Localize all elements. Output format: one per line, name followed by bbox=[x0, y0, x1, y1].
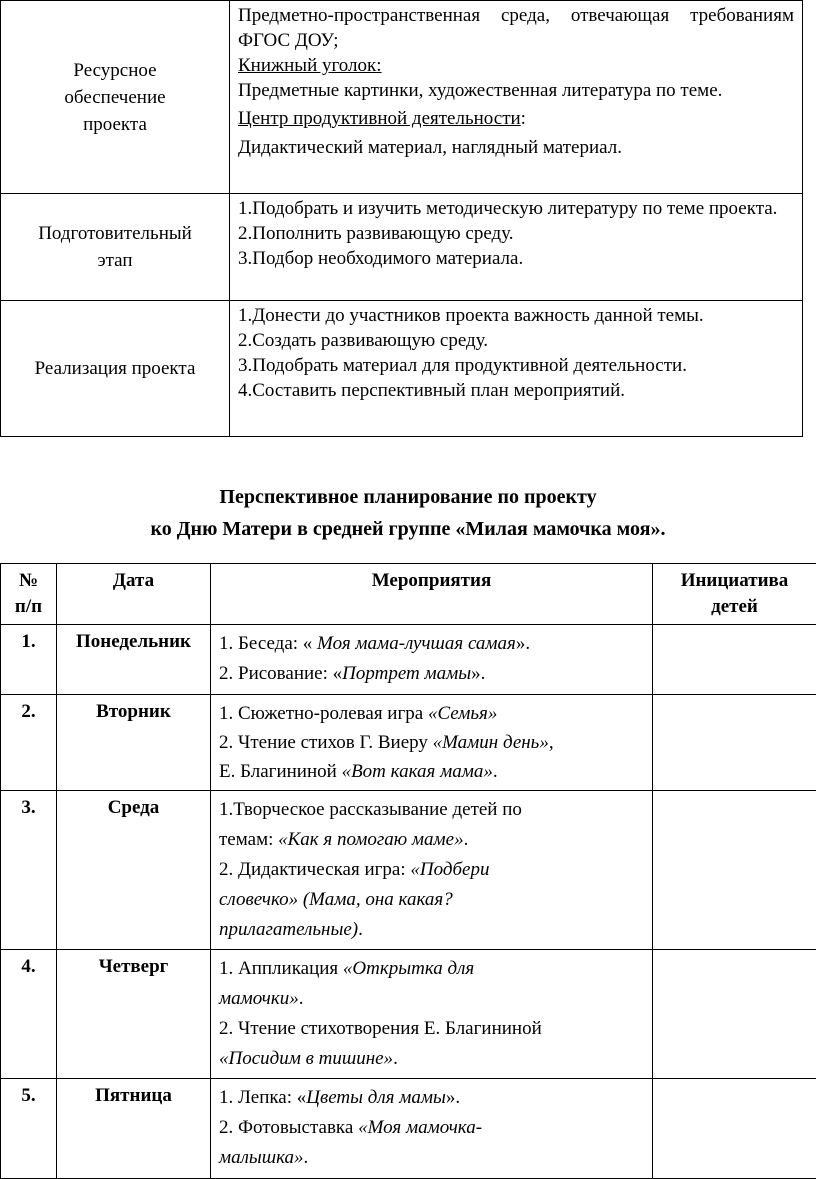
productive-center-heading: Центр продуктивной деятельности bbox=[238, 108, 521, 129]
row-num: 2. bbox=[1, 695, 57, 791]
row-initiative bbox=[653, 625, 816, 695]
row-initiative bbox=[653, 791, 816, 950]
italic-text: Цветы для мамы bbox=[306, 1087, 446, 1108]
row-num: 4. bbox=[1, 950, 57, 1079]
text: 2. Рисование: « bbox=[219, 663, 342, 684]
row-num: 5. bbox=[1, 1079, 57, 1179]
table-row bbox=[1, 301, 803, 437]
row-num: 1. bbox=[1, 625, 57, 695]
italic-text: «Как я помогаю маме» bbox=[278, 829, 463, 850]
preparation-label bbox=[1, 194, 230, 301]
table-header-row bbox=[1, 564, 816, 625]
list-item: 3.Подобрать материал для продуктивной деятельности. bbox=[238, 353, 794, 378]
label-line: этап bbox=[3, 247, 227, 274]
text: ». bbox=[446, 1087, 460, 1108]
italic-text: словечко» (Мама, она какая? bbox=[219, 889, 453, 910]
event-line: 2. Чтение стихотворения Е. Благининой bbox=[219, 1014, 644, 1044]
resources-label bbox=[1, 1, 230, 194]
list-item: 3.Подбор необходимого материала. bbox=[238, 246, 794, 271]
event-line bbox=[219, 1143, 644, 1173]
event-line: 1.Творческое рассказывание детей по bbox=[219, 795, 644, 825]
header-date: Дата bbox=[57, 564, 211, 625]
text: 1. Аппликация bbox=[219, 958, 343, 979]
event-line bbox=[219, 885, 644, 915]
list-item: 2.Пополнить развивающую среду. bbox=[238, 221, 794, 246]
event-line bbox=[219, 1083, 644, 1113]
text: . bbox=[464, 829, 469, 850]
plan-title: Перспективное планирование по проекту bbox=[0, 481, 816, 513]
event-line bbox=[219, 915, 644, 945]
text: Е. Благининой bbox=[219, 761, 342, 782]
resources-line-3: Дидактический материал, наглядный материал. bbox=[238, 135, 794, 160]
row-initiative bbox=[653, 1079, 816, 1179]
label-line: Реализация проекта bbox=[3, 355, 227, 382]
table-row bbox=[1, 791, 816, 950]
table-row bbox=[1, 1079, 816, 1179]
table-row bbox=[1, 625, 816, 695]
event-line bbox=[219, 1044, 644, 1074]
row-events bbox=[211, 625, 653, 695]
plan-subtitle: ко Дню Матери в средней группе «Милая мамочка моя». bbox=[0, 513, 816, 545]
text: . bbox=[358, 919, 363, 940]
italic-text: «Подбери bbox=[410, 859, 489, 880]
event-line bbox=[219, 1113, 644, 1143]
list-item: 2.Создать развивающую среду. bbox=[238, 328, 794, 353]
row-events bbox=[211, 695, 653, 791]
row-day: Среда bbox=[57, 791, 211, 950]
row-initiative bbox=[653, 695, 816, 791]
italic-text: «Мамин день», bbox=[433, 732, 554, 753]
header-text: № bbox=[3, 568, 54, 594]
row-events bbox=[211, 1079, 653, 1179]
row-day: Вторник bbox=[57, 695, 211, 791]
event-line bbox=[219, 659, 644, 689]
text: 1. Беседа: « bbox=[219, 633, 317, 654]
resources-content bbox=[230, 1, 803, 194]
text: . bbox=[393, 1048, 398, 1069]
table-row bbox=[1, 194, 803, 301]
list-item: 1.Подобрать и изучить методическую литературу по теме проекта. bbox=[238, 196, 794, 221]
text: . bbox=[304, 1147, 309, 1168]
italic-text: Портрет мамы bbox=[342, 663, 471, 684]
event-line bbox=[219, 728, 644, 757]
italic-text: «Моя мамочка- bbox=[358, 1117, 482, 1138]
row-initiative bbox=[653, 950, 816, 1079]
row-events bbox=[211, 791, 653, 950]
label-line: проекта bbox=[3, 111, 227, 138]
resources-line-2: Предметные картинки, художественная литература по теме. bbox=[238, 78, 794, 103]
italic-text: малышка» bbox=[219, 1147, 304, 1168]
project-info-table bbox=[0, 0, 803, 437]
list-item: 4.Составить перспективный план мероприятий. bbox=[238, 378, 794, 403]
row-num: 3. bbox=[1, 791, 57, 950]
text: 1. Лепка: « bbox=[219, 1087, 306, 1108]
text: 2. Фотовыставка bbox=[219, 1117, 358, 1138]
colon: : bbox=[521, 108, 526, 129]
italic-text: «Вот какая мама» bbox=[342, 761, 493, 782]
label-line: Ресурсное bbox=[3, 57, 227, 84]
preparation-content bbox=[230, 194, 803, 301]
productive-center-line bbox=[238, 106, 794, 131]
text: 2. Дидактическая игра: bbox=[219, 859, 410, 880]
event-line bbox=[219, 757, 644, 786]
label-line: Подготовительный bbox=[3, 220, 227, 247]
header-text: п/п bbox=[3, 594, 54, 620]
text: темам: bbox=[219, 829, 278, 850]
event-line bbox=[219, 825, 644, 855]
text: . bbox=[493, 761, 498, 782]
table-row bbox=[1, 695, 816, 791]
header-events: Мероприятия bbox=[211, 564, 653, 625]
text: ». bbox=[471, 663, 485, 684]
text: ». bbox=[516, 633, 530, 654]
book-corner-heading: Книжный уголок: bbox=[238, 53, 794, 78]
italic-text: прилагательные) bbox=[219, 919, 358, 940]
event-line bbox=[219, 954, 644, 984]
event-line bbox=[219, 699, 644, 728]
italic-text: «Открытка для bbox=[343, 958, 474, 979]
table-row bbox=[1, 1, 803, 194]
text: 2. Чтение стихов Г. Виеру bbox=[219, 732, 433, 753]
row-day: Пятница bbox=[57, 1079, 211, 1179]
table-row bbox=[1, 950, 816, 1079]
implementation-label bbox=[1, 301, 230, 437]
plan-table bbox=[0, 563, 816, 1179]
header-num bbox=[1, 564, 57, 625]
header-initiative: Инициатива детей bbox=[653, 564, 816, 625]
resources-line-1: Предметно-пространственная среда, отвечающая требованиям ФГОС ДОУ; bbox=[238, 3, 794, 53]
event-line bbox=[219, 855, 644, 885]
label-line: обеспечение bbox=[3, 84, 227, 111]
row-day: Четверг bbox=[57, 950, 211, 1079]
list-item: 1.Донести до участников проекта важность данной темы. bbox=[238, 303, 794, 328]
event-line bbox=[219, 984, 644, 1014]
row-day: Понедельник bbox=[57, 625, 211, 695]
text: 1. Сюжетно-ролевая игра bbox=[219, 703, 428, 724]
italic-text: Моя мама-лучшая самая bbox=[317, 633, 516, 654]
italic-text: мамочки» bbox=[219, 988, 299, 1009]
row-events bbox=[211, 950, 653, 1079]
event-line bbox=[219, 629, 644, 659]
implementation-content bbox=[230, 301, 803, 437]
text: . bbox=[299, 988, 304, 1009]
italic-text: «Посидим в тишине» bbox=[219, 1048, 393, 1069]
italic-text: «Семья» bbox=[428, 703, 497, 724]
